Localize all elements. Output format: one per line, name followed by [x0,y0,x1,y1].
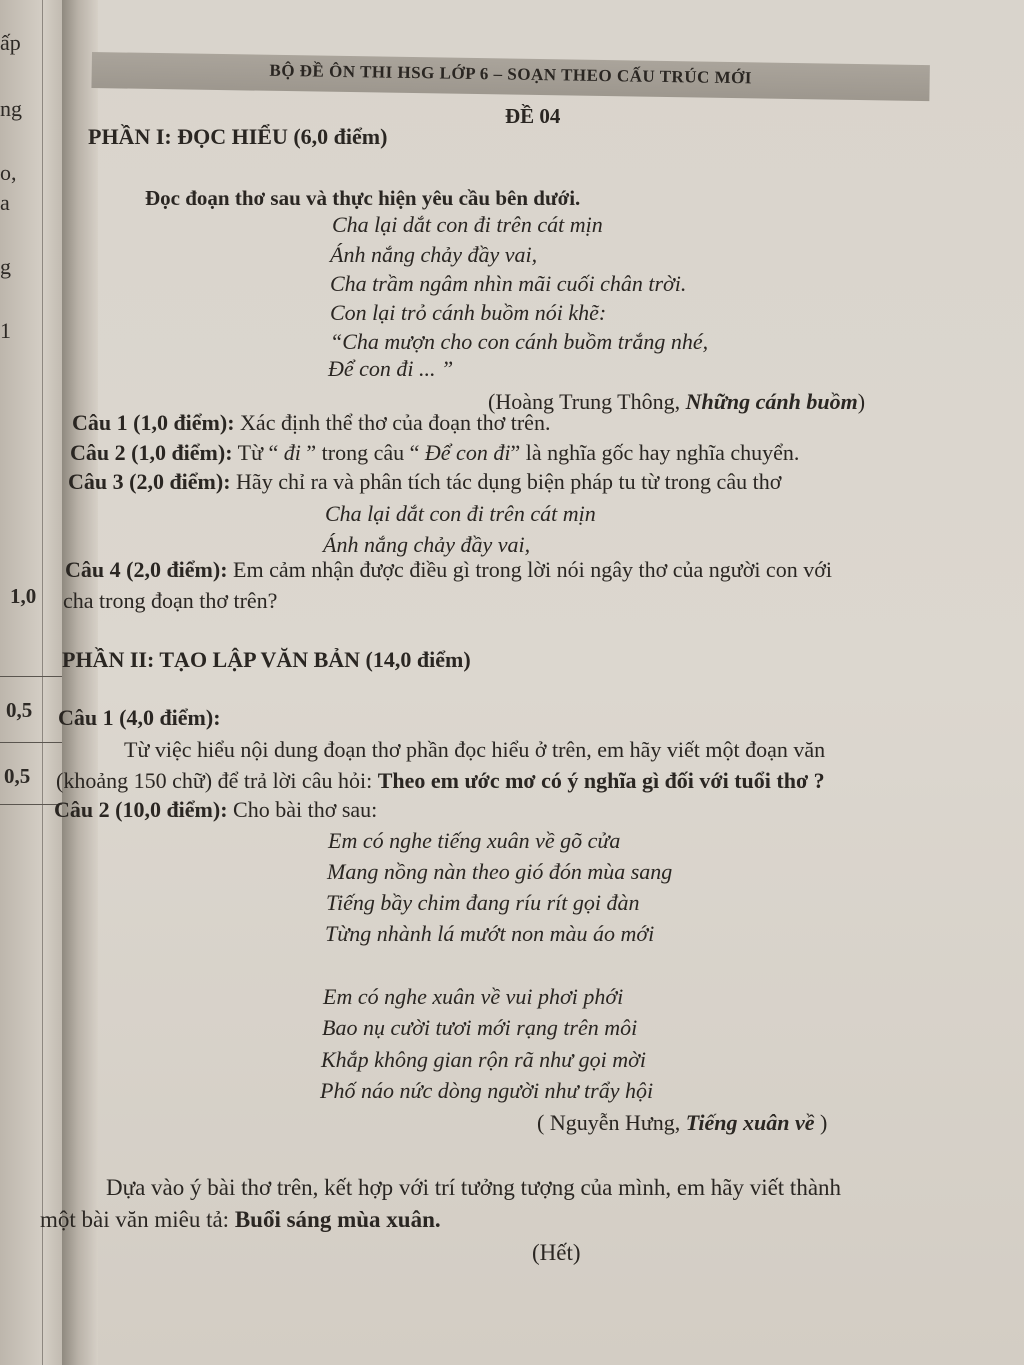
writing-task: Dựa vào ý bài thơ trên, kết hợp với trí tưởng tượng của mình, em hãy viết thành [106,1175,842,1200]
poem-line: Bao nụ cười tươi mới rạng trên môi [322,1015,638,1040]
question-4-continued: cha trong đoạn thơ trên? [63,588,278,613]
part2-heading: PHẦN II: TẠO LẬP VĂN BẢN (14,0 điểm) [62,647,471,672]
part2-question-1-text-cont [56,768,825,794]
question-text: Em cảm nhận được điều gì trong lời nói ngây thơ của người con với [227,557,832,582]
left-page-fragment: ấp [0,30,21,55]
task-title: Buổi sáng mùa xuân. [234,1207,441,1232]
poem-line: Em có nghe tiếng xuân về gõ cửa [328,828,621,853]
poem-line: Em có nghe xuân về vui phơi phới [323,984,624,1009]
source-title: Những cánh buồm [685,389,858,414]
part1-heading: PHẦN I: ĐỌC HIỂU (6,0 điểm) [88,124,388,149]
left-page-divider [0,804,62,805]
left-page-score: 0,5 [6,698,33,722]
poem-line: “Cha mượn cho con cánh buồm trắng nhé, [330,329,709,354]
part1-instruction: Đọc đoạn thơ sau và thực hiện yêu cầu bên dưới. [145,186,581,210]
question-text: Xác định thể thơ của đoạn thơ trên. [234,410,551,435]
left-facing-page [0,0,62,1365]
left-page-fragment: ng [0,96,22,121]
question-label: Câu 2 (10,0 điểm): [54,797,228,822]
question-label: Câu 3 (2,0 điểm): [68,469,231,494]
question-quote: Để con đi [424,440,511,465]
left-page-fragment: a [0,190,10,215]
question-1 [72,410,550,436]
poem-line: Phố náo nức dòng người như trẩy hội [320,1078,654,1103]
question-text: Cho bài thơ sau: [227,797,378,822]
question-text: Từ “ [232,440,284,465]
question-text: ” là nghĩa gốc hay nghĩa chuyển. [510,440,800,465]
question-4 [65,557,832,583]
writing-task-cont [40,1207,441,1233]
question-label: Câu 1 (1,0 điểm): [72,410,235,435]
question-label: Câu 2 (1,0 điểm): [70,440,233,465]
question-text: Hãy chỉ ra và phân tích tác dụng biện pháp tu từ trong câu thơ [230,469,782,494]
page-header: BỘ ĐỀ ÔN THI HSG LỚP 6 – SOẠN THEO CẤU TRÚC MỚI [269,60,753,88]
source-author: ( Nguyễn Hưng, [537,1110,686,1135]
left-page-fragment: g [0,254,11,279]
poem-line: Cha lại dắt con đi trên cát mịn [332,212,603,237]
question-label: Câu 4 (2,0 điểm): [65,557,228,582]
poem-line: Cha trầm ngâm nhìn mãi cuối chân trời. [330,271,687,296]
poem-source [537,1110,827,1136]
left-page-score: 0,5 [4,764,31,788]
part2-question-1-label: Câu 1 (4,0 điểm): [58,705,221,730]
left-page-divider [0,742,62,743]
left-page-fragment: 1 [0,318,11,343]
left-page-column-line [42,0,43,1365]
poem-line: Con lại trỏ cánh buồm nói khẽ: [330,300,607,325]
source-close: ) [814,1110,828,1135]
task-text: một bài văn miêu tả: [40,1207,235,1232]
poem-line: Khắp không gian rộn rã như gọi mời [321,1047,647,1072]
question-text: (khoảng 150 chữ) để trả lời câu hỏi: [56,768,378,793]
exam-code: ĐỀ 04 [505,104,561,128]
source-author: (Hoàng Trung Thông, [488,389,686,414]
source-title: Tiếng xuân về [685,1110,815,1135]
part2-question-1-text: Từ việc hiểu nội dung đoạn thơ phần đọc hiểu ở trên, em hãy viết một đoạn văn [124,737,826,762]
poem-line: Ánh nắng chảy đầy vai, [330,242,538,267]
poem-line: Mang nồng nàn theo gió đón mùa sang [327,859,673,884]
question-2 [70,440,799,466]
left-page-divider [0,676,62,677]
question-3 [68,469,781,495]
question-word: đi [283,440,301,465]
book-gutter [62,0,98,1365]
question-emphasis: Theo em ước mơ có ý nghĩa gì đối với tuổi thơ ? [377,768,825,793]
left-page-fragment: o, [0,160,17,185]
poem-line: Tiếng bầy chim đang ríu rít gọi đàn [326,890,640,915]
end-marker: (Hết) [532,1240,581,1265]
poem-line: Từng nhành lá mướt non màu áo mới [325,921,655,946]
source-close: ) [857,389,866,414]
poem-line: Để con đi ... ” [328,356,454,381]
left-page-score: 1,0 [10,584,37,608]
question-text: ” trong câu “ [300,440,425,465]
part2-question-2 [54,797,377,823]
quoted-line: Ánh nắng chảy đầy vai, [323,532,531,557]
quoted-line: Cha lại dắt con đi trên cát mịn [325,501,596,526]
